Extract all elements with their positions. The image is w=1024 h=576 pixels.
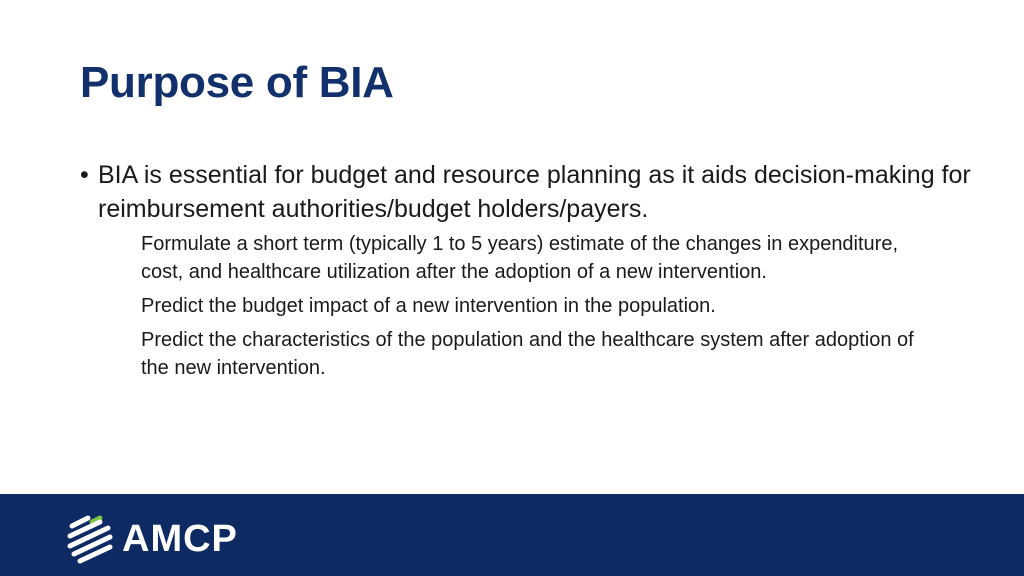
sub-bullet-list	[80, 230, 941, 382]
slide-content	[80, 158, 980, 388]
bullet-marker: •	[80, 161, 89, 189]
amcp-logo	[66, 514, 238, 564]
slide-title: Purpose of BIA	[80, 58, 394, 107]
sub-bullet-item: Predict the characteristics of the population and the healthcare system after adoption of the new intervention.	[141, 329, 914, 379]
sub-bullet-item: Predict the budget impact of a new intervention in the population.	[141, 295, 716, 317]
logo-text: AMCP	[122, 517, 238, 560]
amcp-stripes-logo-icon	[66, 514, 114, 564]
main-bullet	[80, 158, 980, 226]
sub-bullet-item: Formulate a short term (typically 1 to 5 years) estimate of the changes in expenditure, cost, and healthcare utilization after the adoption of a new intervention.	[141, 233, 899, 283]
main-bullet-text: BIA is essential for budget and resource planning as it aids decision-making for reimbursement authorities/budget holders/payers.	[98, 161, 971, 223]
